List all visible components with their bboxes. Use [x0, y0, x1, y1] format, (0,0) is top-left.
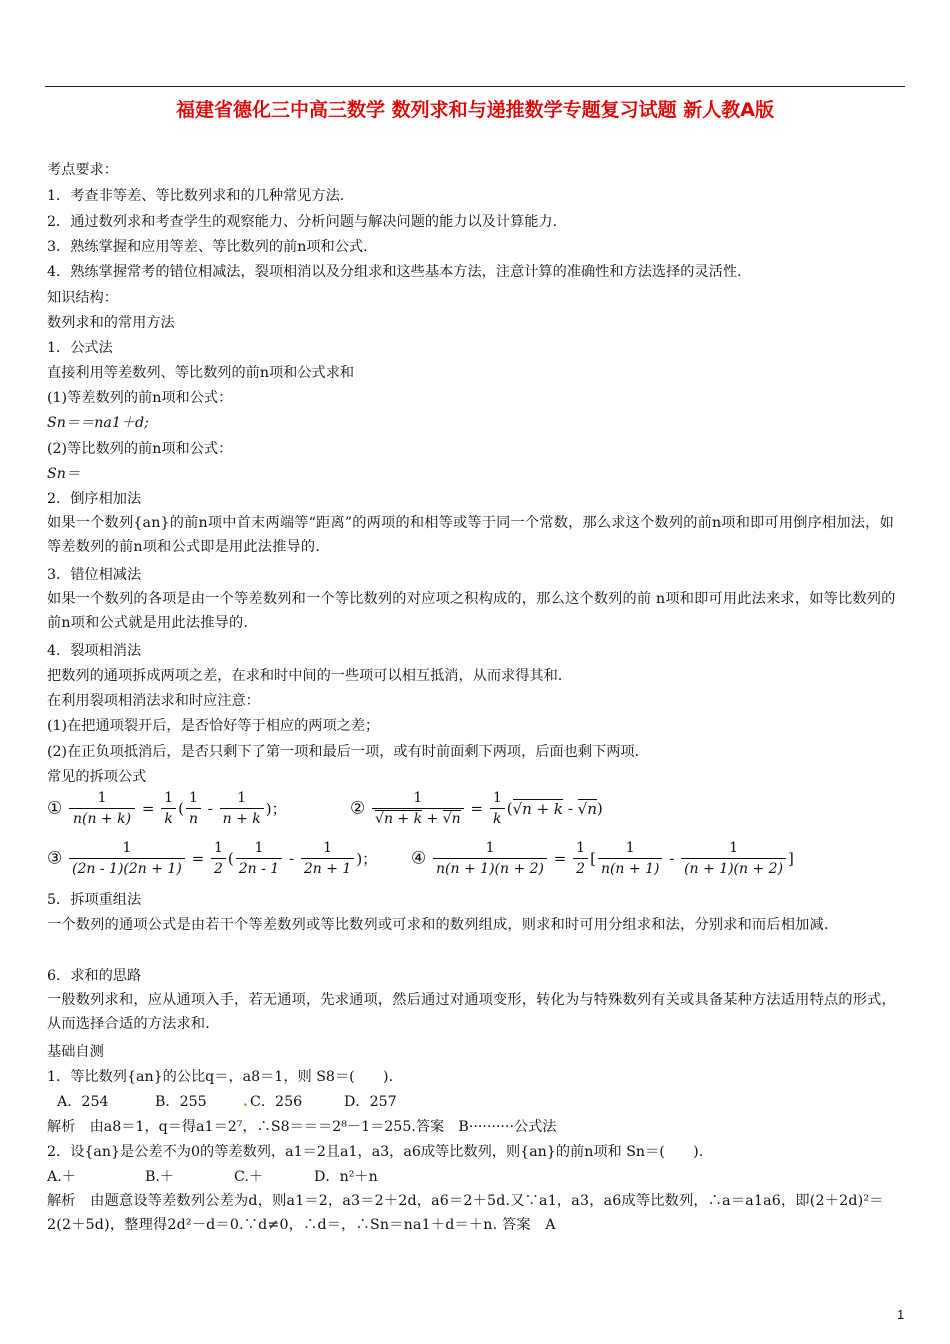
method-3-heading: 3．错位相减法: [47, 567, 142, 583]
kaodian-item-4: 4．熟练掌握常考的错位相减法，裂项相消以及分组求和这些基本方法，注意计算的准确性和方法选择的灵活性.: [47, 264, 742, 280]
method-1-b: (2)等比数列的前n项和公式：: [47, 441, 233, 457]
q2-option-b: B.＋: [145, 1169, 175, 1185]
kaodian-heading: 考点要求：: [47, 162, 118, 178]
method-6-text: 一般数列求和，应从通项入手，若无通项，先求通项，然后通过对通项变形，转化为与特殊数列有关或具备某种方法适用特点的形式，从而选择合适的方法求和.: [47, 992, 896, 1032]
q2-option-c: C.＋: [234, 1169, 264, 1185]
formula-2: ② 1 √ n + k + √ n = $\frac{1}{k}$ (√ n + k - √ n): [350, 790, 603, 827]
method-1-text: 直接利用等差数列、等比数列的前n项和公式求和: [47, 365, 355, 381]
method-6-heading: 6．求和的思路: [47, 968, 142, 984]
method-1-a-formula: Sn＝＝na1＋d;: [47, 415, 149, 431]
formula-1: ① $\frac{1}{n(n + k)}$ = $\frac{1}{k}$ ( $\frac{1}{n}$ - $\frac{1}{n + k}$ )；: [47, 790, 287, 827]
q1-option-b: B．255: [155, 1094, 207, 1110]
question-1: 1．等比数列{an}的公比q＝，a8＝1，则 S8＝( ).: [47, 1069, 394, 1085]
kaodian-item-3: 3．熟练掌握和应用等差、等比数列的前n项和公式.: [47, 239, 368, 255]
method-5-text: 一个数列的通项公式是由若干个等差数列或等比数列或可求和的数列组成，则求和时可用分组求和法，分别求和而后相加减.: [47, 917, 829, 933]
formula-row-1: [47, 790, 907, 840]
methods-heading: 数列求和的常用方法: [47, 315, 175, 331]
method-1-b-formula: Sn＝: [47, 466, 81, 482]
method-2-heading: 2．倒序相加法: [47, 491, 142, 507]
highlight-mark: .: [243, 1094, 248, 1110]
q2-option-d: D．n²＋n: [314, 1169, 378, 1185]
kaodian-item-2: 2．通过数列求和考查学生的观察能力、分析问题与解决问题的能力以及计算能力.: [47, 214, 558, 230]
question-2: 2．设{an}是公差不为0的等差数列，a1＝2且a1，a3，a6成等比数列，则{an}的前n项和 Sn＝( ).: [47, 1144, 704, 1160]
question-2-answer: 解析 由题意设等差数列公差为d，则a1＝2，a3＝2＋2d，a6＝2＋5d.又∵a1，a3，a6成等比数列，∴a＝a1a6，即(2＋2d)²＝2(2＋5d)，整理得2d²－d＝0.∵d≠0，∴d＝，∴Sn＝na1＋d＝＋n. 答案 A: [47, 1193, 884, 1233]
method-4-note-1: (1)在把通项裂开后，是否恰好等于相应的两项之差；: [47, 718, 380, 734]
top-rule: [45, 86, 905, 87]
method-3-text: 如果一个数列的各项是由一个等差数列和一个等比数列的对应项之积构成的，那么这个数列的前 n项和即可用此法来求，如等比数列的前n项和公式就是用此法推导的.: [47, 591, 896, 631]
method-4-text: 把数列的通项拆成两项之差，在求和时中间的一些项可以相互抵消，从而求得其和.: [47, 668, 563, 684]
method-4-heading: 4．裂项相消法: [47, 643, 142, 659]
formula-4: ④ $\frac{1}{n(n + 1)(n + 2)}$ = $\frac{1}{2}$ [ $\frac{1}{n(n + 1)}$ - $\frac{1}{(n + 1)(n + 2)}$ ]: [411, 840, 794, 877]
method-4-note: 在利用裂项相消法求和时应注意：: [47, 693, 260, 709]
method-4-note-2: (2)在正负项抵消后，是否只剩下了第一项和最后一项，或有时前面剩下两项，后面也剩下两项.: [47, 744, 640, 760]
document-title: 福建省德化三中高三数学 数列求和与递推数学专题复习试题 新人教A版: [176, 99, 774, 121]
method-1-heading: 1．公式法: [47, 340, 113, 356]
zhishi-heading: 知识结构：: [47, 290, 118, 306]
zice-heading: 基础自测: [47, 1044, 104, 1060]
formula-row-2: [47, 840, 907, 890]
method-5-heading: 5．拆项重组法: [47, 892, 142, 908]
q2-option-a: A.＋: [47, 1169, 76, 1185]
formula-3: ③ $\frac{1}{(2n - 1)(2n + 1)}$ = $\frac{1}{2}$ ( $\frac{1}{2n - 1}$ - $\frac{1}{2n + 1}$ )；: [47, 840, 378, 877]
method-2-text: 如果一个数列{an}的前n项中首末两端等“距离”的两项的和相等或等于同一个常数，那么求这个数列的前n项和即可用倒序相加法，如等差数列的前n项和公式即是用此法推导的.: [47, 515, 894, 555]
kaodian-item-1: 1．考查非等差、等比数列求和的几种常见方法.: [47, 188, 345, 204]
chaixiang-heading: 常见的拆项公式: [47, 769, 147, 785]
question-1-answer: 解析 由a8＝1，q＝得a1＝2⁷，∴S8＝＝＝2⁸－1＝255.答案 B··········公式法: [47, 1119, 557, 1135]
method-1-a: (1)等差数列的前n项和公式：: [47, 390, 233, 406]
q1-option-a: A．254: [57, 1094, 109, 1110]
q1-option-c: C．256: [250, 1094, 303, 1110]
q1-option-d: D．257: [344, 1094, 397, 1110]
page-number: 1: [897, 1307, 905, 1322]
